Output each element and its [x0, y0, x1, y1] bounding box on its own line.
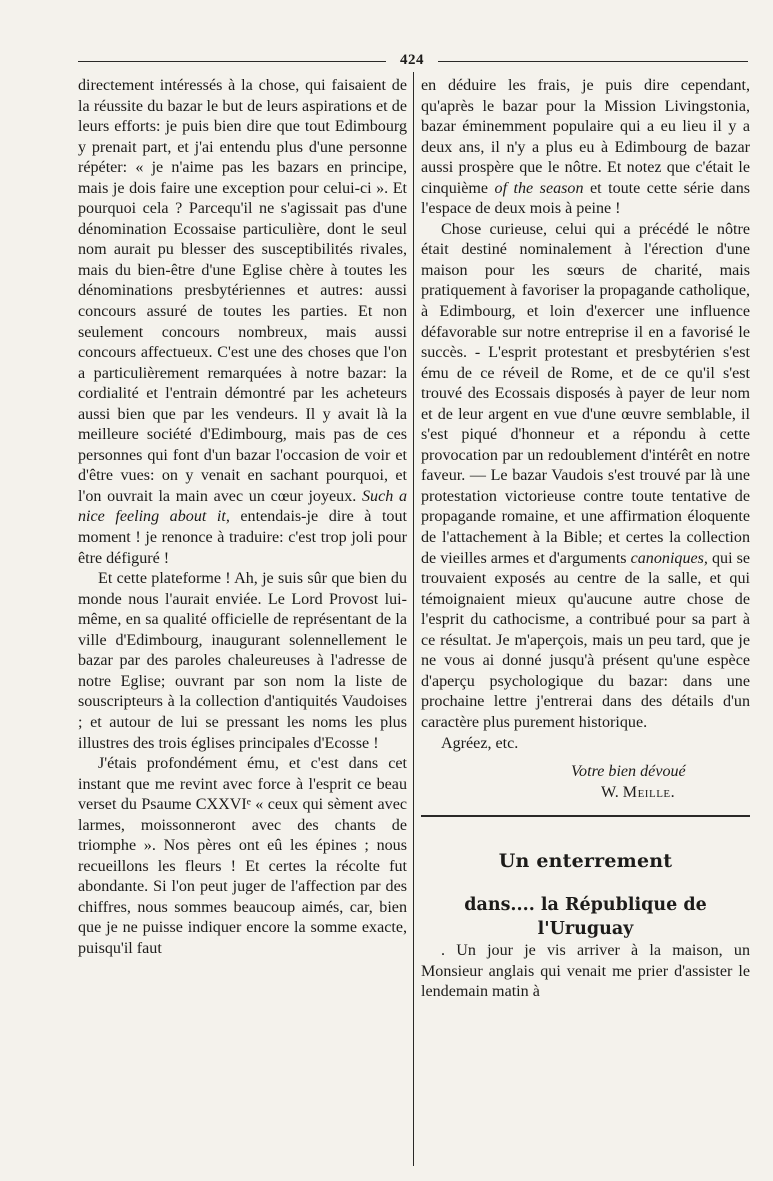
paragraph: Et cette plateforme ! Ah, je suis sûr que bien du monde nous l'aurait enviée. Le Lord Provost lui-même, en sa qualité officielle de représentant de la ville d'Edimbourg, inaugurant solennellement le bazar par des paroles chaleureuses à l'adresse de notre Eglise; ouvrant par son nom la liste de souscripteurs à la collection d'antiquités Vaudoises ; et autour de lui se pressant les noms les plus illustres des trois églises principales d'Ecosse ! — [78, 570, 407, 752]
page-header — [78, 52, 748, 70]
italic-phrase: of the season — [494, 179, 584, 197]
signer-initial: W. — [601, 783, 619, 801]
paragraph: . Un jour je vis arriver à la maison, un Monsieur anglais qui venait me prier d'assister le lendemain matin à — [421, 942, 750, 1001]
header-rule-left — [78, 61, 386, 62]
section-subtitle: dans.... la République de l'Uruguay — [464, 895, 707, 940]
section-title: Un enterrement — [498, 850, 673, 873]
left-column — [78, 76, 407, 960]
signoff: Votre bien dévoué — [571, 763, 686, 781]
header-rule-right — [438, 61, 748, 62]
right-column — [421, 76, 750, 1003]
paragraph-text: et toute cette série dans l'espace de deux mois à peine ! — [421, 179, 750, 218]
signer-name: Meille. — [622, 783, 676, 801]
paragraph — [421, 76, 750, 220]
paragraph-text: en déduire les frais, je puis dire cependant, qu'après le bazar pour la Mission Livingstonia, bazar éminemment populaire qui a eu lieu il y a deux ans, il n'y a plus eu à Edimbourg de bazar aussi prospère que le nôtre. Et notez que c'était le cinquième — [421, 77, 750, 197]
paragraph-text: Chose curieuse, celui qui a précédé le nôtre était destiné nominalement à l'érection d'une maison pour les sœurs de charité, mais pratiquement à favoriser la propagande catholique, à Edimbourg, et loin d'exercer une influence défavorable sur notre entreprise il en a favorisé le succès. - L'esprit protestant et presbytérien s'est ému de ce réveil de Rome, et de ce qu'il s'est trouvé des Ecossais disposés à payer de leur nom et de leur argent en vue d'une œuvre semblable, il s'est piqué d'honneur et a répondu à cette provocation par un redoublement d'intérêt en notre faveur. — Le bazar Vaudois s'est trouvé par là une protestation victorieuse contre toute tentative de propagande romaine, et une affirmation éloquente de l'attachement à la Bible; et certes la collection de vieilles armes et d'arguments — [421, 220, 750, 567]
italic-phrase: canoniques, — [630, 549, 708, 567]
paragraph — [78, 76, 407, 569]
closing-line: Agréez, etc. — [441, 734, 519, 752]
page-number: 424 — [400, 52, 424, 68]
italic-phrase: Such a nice feeling about it, — [78, 487, 408, 526]
column-divider — [413, 72, 414, 1166]
paragraph-text: qui se trouvaient exposés au centre de la salle, et qui témoignaient mieux qu'aucune autre chose de l'esprit du cathocisme, a contribué pour sa part à ce résultat. Je m'aperçois, mais un peu tard, que je ne vous ai donné jusqu'à présent qu'une espèce d'aperçu psychologique du bazar: dans une prochaine lettre j'entrerai dans des détails d'un caractère plus purement historique. — [421, 549, 750, 731]
paragraph-text: entendais-je dire à tout moment ! je renonce à traduire: c'est trop joli pour être défiguré ! — [78, 508, 407, 567]
paragraph-text: directement intéressés à la chose, qui faisaient de la réussite du bazar le but de leurs aspirations et de leurs efforts: je puis bien dire que tout Edimbourg y prenait part, et j'ai entendu plus d'une personne répéter: « je n'aime pas les bazars en principe, mais je dois faire une exception pour celui-ci ». Et pourquoi cela ? Parcequ'il ne s'agissait pas d'une dénomination Ecossaise particulière, dont le seul nom aurait pu blesser des susceptibilités rivales, mais du bien-être d'une Eglise chère à toutes les dénominations presbytériennes et autres: aussi concours assuré de toutes les parties. Et non seulement concours nombreux, mais aussi concours affectueux. C'est une des choses que l'on a particulièrement remarquées à notre bazar: la cordialité et l'entrain démontré par les acheteurs aussi bien que par les vendeurs. Il y avait là la meilleure société d'Edimbourg, mais pas de ces personnes qui font d'un bazar l'occasion de voir et d'être vues: on y venait en sachant pourquoi, et l'on ouvrait la main avec un cœur joyeux. — [78, 77, 407, 505]
paragraph — [421, 220, 750, 734]
paragraph: J'étais profondément ému, et c'est dans cet instant que me revint avec force à l'esprit ce beau verset du Psaume CXXVIᵉ « ceux qui sèment avec larmes, moissonneront avec des chants de triomphe ». Nos pères ont eû les épines ; nous recueillons les fleurs ! Et certes la récolte fut abondante. Si l'on peut juger de l'affection par des chiffres, nous sommes beaucoup aimés, car, bien que je ne puisse indiquer encore la somme exacte, puisqu'il faut — [78, 755, 407, 957]
signature — [421, 783, 750, 804]
section-divider — [421, 815, 750, 817]
